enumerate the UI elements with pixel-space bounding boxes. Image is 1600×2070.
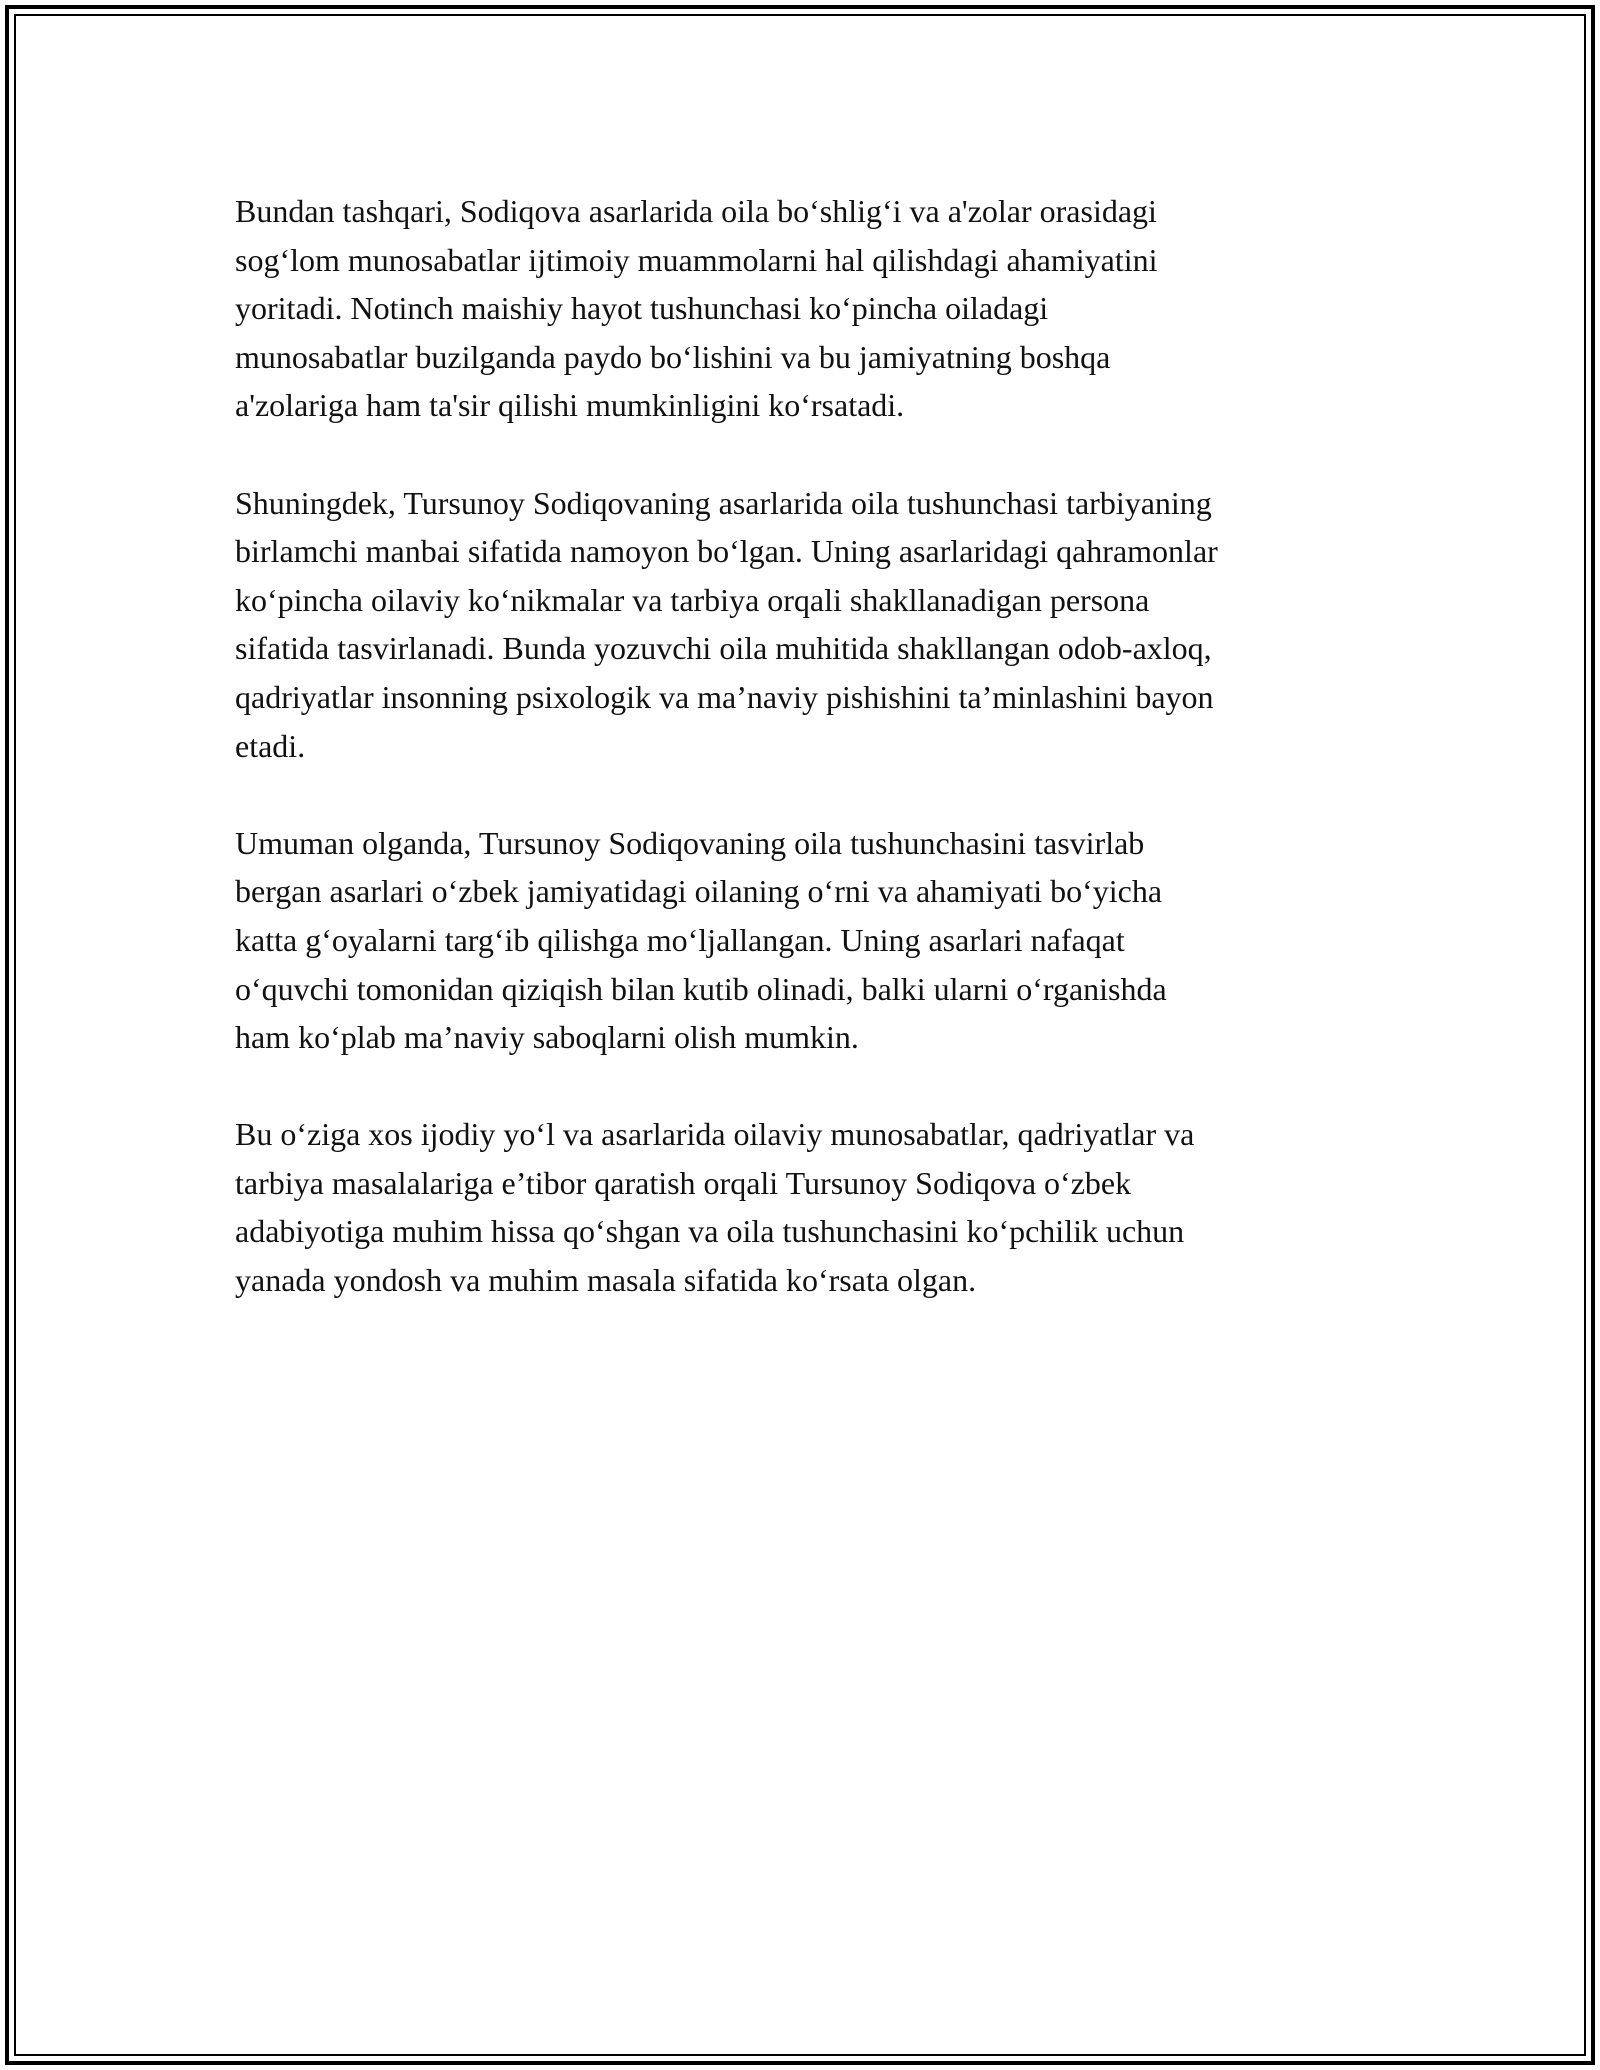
text-line: birlamchi manbai sifatida namoyon bo‘lgan. Uning asarlaridagi qahramonlar bbox=[235, 533, 1218, 570]
paragraph-1 bbox=[235, 187, 1385, 430]
text-line: Bundan tashqari, Sodiqova asarlarida oila bo‘shlig‘i va a'zolar orasidagi bbox=[235, 193, 1157, 229]
text-line: a'zolariga ham ta'sir qilishi mumkinligini ko‘rsatadi. bbox=[235, 387, 905, 424]
text-line: sog‘lom munosabatlar ijtimoiy muammolarni hal qilishdagi ahamiyatini bbox=[235, 241, 1158, 278]
text-line: katta g‘oyalarni targ‘ib qilishga mo‘ljallangan. Uning asarlari nafaqat bbox=[235, 921, 1125, 958]
text-line: Umuman olganda, Tursunoy Sodiqovaning oila tushunchasini tasvirlab bbox=[235, 824, 1145, 861]
text-line: etadi. bbox=[235, 727, 306, 764]
text-line: adabiyotiga muhim hissa qo‘shgan va oila tushunchasini ko‘pchilik uchun bbox=[235, 1213, 1185, 1250]
text-line: qadriyatlar insonning psixologik va ma’naviy pishishini ta’minlashini bayon bbox=[235, 678, 1214, 715]
text-line: munosabatlar buzilganda paydo bo‘lishini va bu jamiyatning boshqa bbox=[235, 338, 1111, 375]
text-line: Bu o‘ziga xos ijodiy yo‘l va asarlarida oilaviy munosabatlar, qadriyatlar va bbox=[235, 1116, 1195, 1153]
text-line: sifatida tasvirlanadi. Bunda yozuvchi oila muhitida shakllangan odob-axloq, bbox=[235, 630, 1212, 667]
document-body bbox=[235, 187, 1385, 1353]
paragraph-3 bbox=[235, 819, 1385, 1062]
text-line: Shuningdek, Tursunoy Sodiqovaning asarlarida oila tushunchasi tarbiyaning bbox=[235, 484, 1212, 521]
paragraph-2 bbox=[235, 479, 1385, 771]
text-line: tarbiya masalalariga e’tibor qaratish orqali Tursunoy Sodiqova o‘zbek bbox=[235, 1164, 1132, 1201]
text-line: yoritadi. Notinch maishiy hayot tushunchasi ko‘pincha oiladagi bbox=[235, 290, 1049, 327]
text-line: ko‘pincha oilaviy ko‘nikmalar va tarbiya orqali shakllanadigan persona bbox=[235, 581, 1150, 618]
paragraph-4 bbox=[235, 1110, 1385, 1304]
text-line: yanada yondosh va muhim masala sifatida ko‘rsata olgan. bbox=[235, 1262, 977, 1299]
text-line: ham ko‘plab ma’naviy saboqlarni olish mumkin. bbox=[235, 1019, 859, 1056]
text-line: o‘quvchi tomonidan qiziqish bilan kutib olinadi, balki ularni o‘rganishda bbox=[235, 970, 1167, 1007]
text-line: bergan asarlari o‘zbek jamiyatidagi oilaning o‘rni va ahamiyati bo‘yicha bbox=[235, 873, 1163, 910]
